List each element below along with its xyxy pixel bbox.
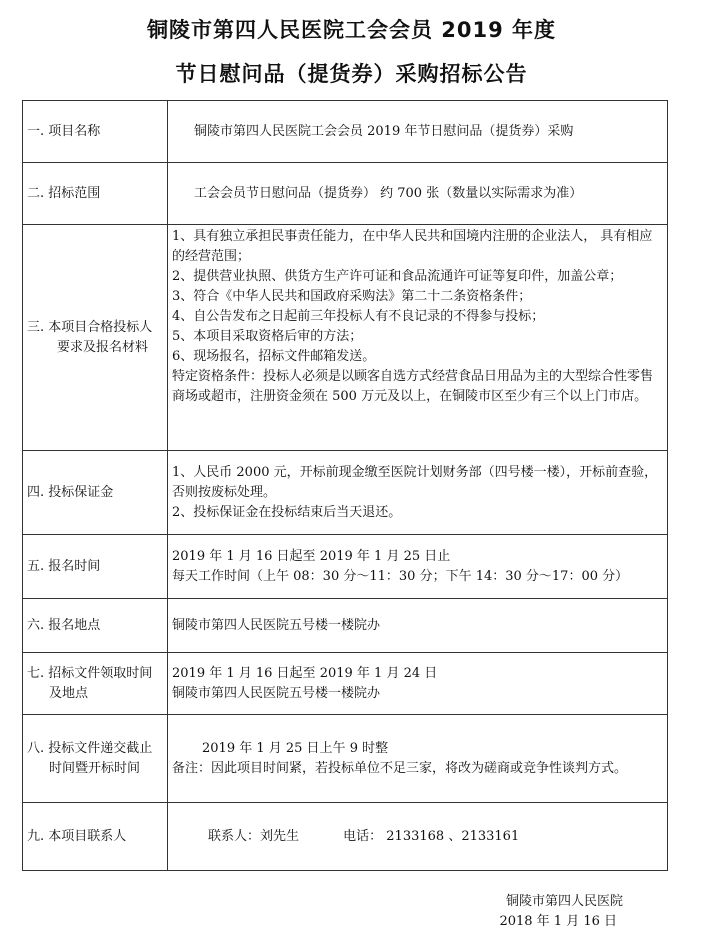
requirement-item: 1、具有独立承担民事责任能力，在中华人民共和国境内注册的企业法人， 具有相应的经营范围； bbox=[172, 229, 653, 264]
working-hours: 每天工作时间（上午 08：30 分～11：30 分；下午 14：30 分～17：00 分） bbox=[172, 568, 629, 584]
requirement-item: 6、现场报名，招标文件邮箱发送。 bbox=[172, 349, 376, 364]
table-row bbox=[23, 599, 668, 653]
row-content bbox=[168, 451, 668, 535]
row-label: 一. 项目名称 bbox=[23, 101, 168, 163]
document-title-line2: 节日慰问品（提货券）采购招标公告 bbox=[175, 62, 528, 86]
contact-phone: 电话： 2133168 、2133161 bbox=[343, 828, 520, 844]
row-label-line: 及地点 bbox=[49, 685, 89, 701]
table-row bbox=[23, 715, 668, 803]
row-content bbox=[168, 803, 668, 871]
document-collection-place: 铜陵市第四人民医院五号楼一楼院办 bbox=[172, 685, 381, 701]
row-label-line: 三. 本项目合格投标人 bbox=[27, 319, 153, 335]
table-row bbox=[23, 535, 668, 599]
deposit-item: 1、人民币 2000 元，开标前现金缴至医院计划财务部（四号楼一楼），开标前查验，否则按废标处理。 bbox=[172, 464, 658, 500]
issue-date: 2018 年 1 月 16 日 bbox=[499, 914, 617, 929]
tender-info-table bbox=[22, 100, 668, 871]
special-requirement: 特定资格条件：投标人必须是以顾客自选方式经营食品日用品为主的大型综合性零售商场或超市，注册资金须在 500 万元及以上，在铜陵市区至少有三个以上门市店。 bbox=[172, 369, 654, 404]
row-content bbox=[168, 225, 668, 451]
requirement-item: 4、自公告发布之日起前三年投标人有不良记录的不得参与投标； bbox=[172, 309, 545, 324]
row-content bbox=[168, 535, 668, 599]
row-label-line: 八. 投标文件递交截止 bbox=[27, 740, 153, 756]
row-content bbox=[168, 715, 668, 803]
row-label-line: 时间暨开标时间 bbox=[49, 760, 141, 776]
row-label: 四. 投标保证金 bbox=[23, 451, 168, 535]
bid-deadline: 2019 年 1 月 25 日上午 9 时整 bbox=[202, 740, 389, 756]
document-collection-date: 2019 年 1 月 16 日起至 2019 年 1 月 24 日 bbox=[172, 665, 438, 681]
table-row bbox=[23, 225, 668, 451]
row-label bbox=[23, 225, 168, 451]
contact-name: 联系人：刘先生 bbox=[208, 828, 300, 844]
registration-date: 2019 年 1 月 16 日起至 2019 年 1 月 25 日止 bbox=[172, 548, 451, 564]
row-label: 九. 本项目联系人 bbox=[23, 803, 168, 871]
row-content: 铜陵市第四人民医院五号楼一楼院办 bbox=[168, 599, 668, 653]
requirement-item: 3、符合《中华人民共和国政府采购法》第二十二条资格条件； bbox=[172, 289, 532, 304]
table-row bbox=[23, 803, 668, 871]
row-label: 二. 招标范围 bbox=[23, 163, 168, 225]
row-content bbox=[168, 653, 668, 715]
row-content: 铜陵市第四人民医院工会会员 2019 年节日慰问品（提货券）采购 bbox=[168, 101, 668, 163]
requirement-item: 5、本项目采取资格后审的方法； bbox=[172, 329, 363, 344]
table-row bbox=[23, 451, 668, 535]
requirement-item: 2、提供营业执照、供货方生产许可证和食品流通许可证等复印件，加盖公章； bbox=[172, 269, 623, 284]
row-label-line: 要求及报名材料 bbox=[57, 339, 149, 355]
row-label: 五. 报名时间 bbox=[23, 535, 168, 599]
table-row bbox=[23, 101, 668, 163]
row-label bbox=[23, 715, 168, 803]
document-title-line1: 铜陵市第四人民医院工会会员 2019 年度 bbox=[146, 18, 557, 42]
row-label bbox=[23, 653, 168, 715]
bid-remark: 备注：因此项目时间紧，若投标单位不足三家，将改为磋商或竞争性谈判方式。 bbox=[172, 760, 628, 776]
row-content: 工会会员节日慰问品（提货券） 约 700 张（数量以实际需求为准） bbox=[168, 163, 668, 225]
table-row bbox=[23, 163, 668, 225]
deposit-item: 2、投标保证金在投标结束后当天退还。 bbox=[172, 504, 402, 520]
row-label: 六. 报名地点 bbox=[23, 599, 168, 653]
row-label-line: 七. 招标文件领取时间 bbox=[27, 665, 153, 681]
issuer-organization: 铜陵市第四人民医院 bbox=[505, 894, 623, 909]
table-row bbox=[23, 653, 668, 715]
